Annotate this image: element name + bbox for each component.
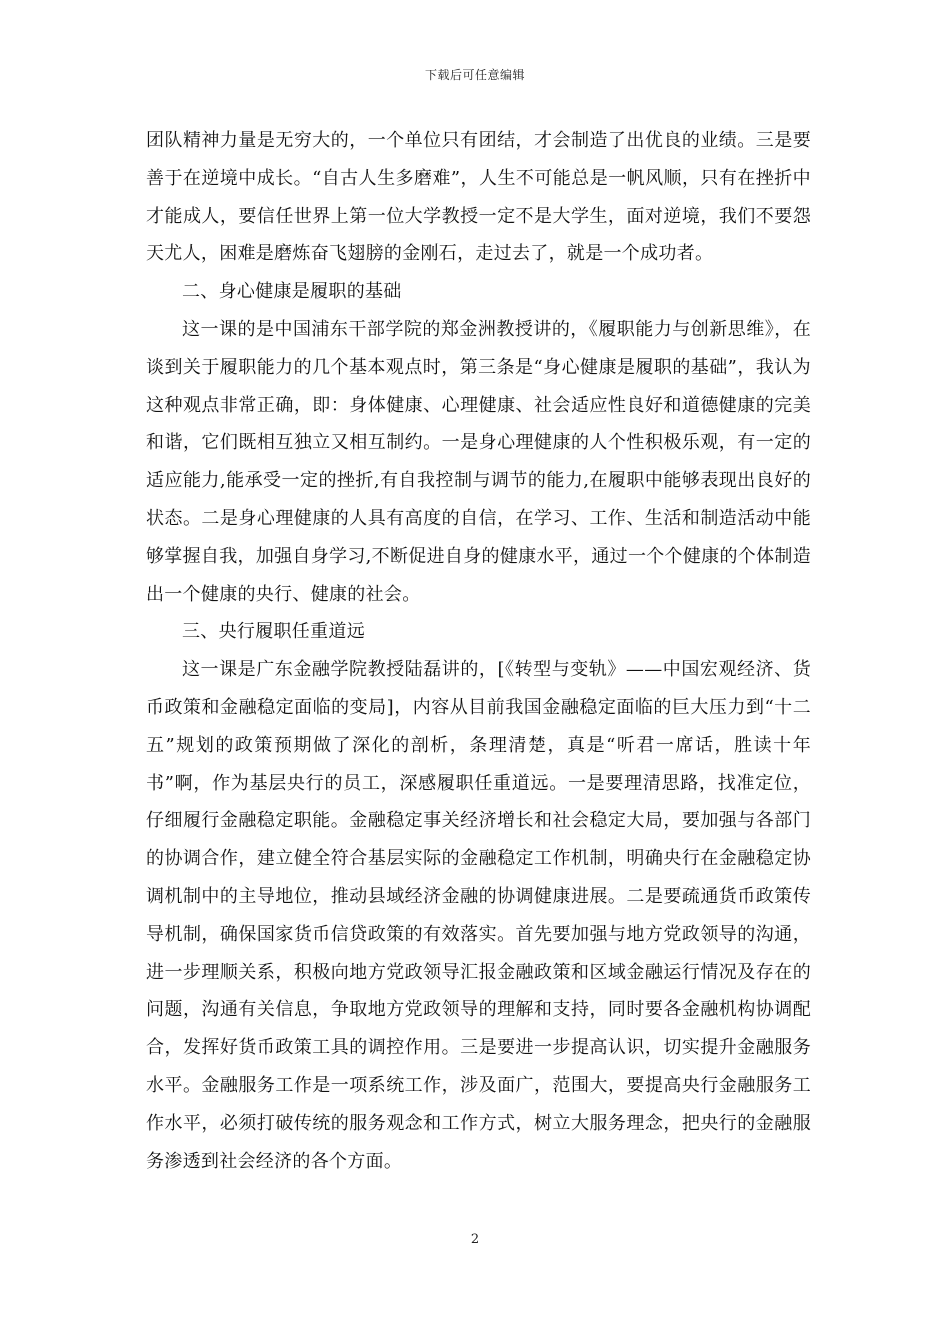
paragraph-3: 这一课是广东金融学院教授陆磊讲的，[《转型与变轨》——中国宏观经济、货币政策和金融稳定面临的变局]，内容从目前我国金融稳定面临的巨大压力到“十二五”规划的政策预期做了深化的剖析，条理清楚，真是“听君一席话，胜读十年书”啊，作为基层央行的员工，深感履职任重道远。一是要理清思路，找准定位，仔细履行金融稳定职能。金融稳定事关经济增长和社会稳定大局，要加强与各部门的协调合作，建立健全符合基层实际的金融稳定工作机制，明确央行在金融稳定协调机制中的主导地位，推动县域经济金融的协调健康进展。二是要疏通货币政策传导机制，确保国家货币信贷政策的有效落实。首先要加强与地方党政领导的沟通，进一步理顺关系，积极向地方党政领导汇报金融政策和区域金融运行情况及存在的问题，沟通有关信息，争取地方党政领导的理解和支持，同时要各金融机构协调配合，发挥好货币政策工具的调控作用。三是要进一步提高认识，切实提升金融服务水平。金融服务工作是一项系统工作，涉及面广，范围大，要提高央行金融服务工作水平，必须打破传统的服务观念和工作方式，树立大服务理念，把央行的金融服务渗透到社会经济的各个方面。	[146, 659, 811, 1172]
paragraph-2: 这一课的是中国浦东干部学院的郑金洲教授讲的，《履职能力与创新思维》，在谈到关于履职能力的几个基本观点时，第三条是“身心健康是履职的基础”，我认为这种观点非常正确，即：身体健康、心理健康、社会适应性良好和道德健康的完美和谐，它们既相互独立又相互制约。一是身心理健康的人个性积极乐观，有一定的适应能力,能承受一定的挫折,有自我控制与调节的能力,在履职中能够表现出良好的状态。二是身心理健康的人具有高度的自信，在学习、工作、生活和制造活动中能够掌握自我，加强自身学习,不断促进自身的健康水平，通过一个个健康的个体制造出一个健康的央行、健康的社会。	[146, 318, 811, 605]
page-header: 下载后可任意编辑	[424, 68, 525, 82]
section-heading-3: 三、央行履职任重道远	[182, 621, 365, 643]
paragraph-1: 团队精神力量是无穷大的，一个单位只有团结，才会制造了出优良的业绩。三是要善于在逆境中成长。“自古人生多磨难”，人生不可能总是一帆风顺，只有在挫折中才能成人，要信任世界上第一位大学教授一定不是大学生，面对逆境，我们不要怨天尤人，困难是磨炼奋飞翅膀的金刚石，走过去了，就是一个成功者。	[146, 130, 811, 265]
document-body	[146, 122, 811, 1180]
section-heading-2: 二、身心健康是履职的基础	[182, 281, 402, 303]
page-number: 2	[470, 1232, 480, 1247]
